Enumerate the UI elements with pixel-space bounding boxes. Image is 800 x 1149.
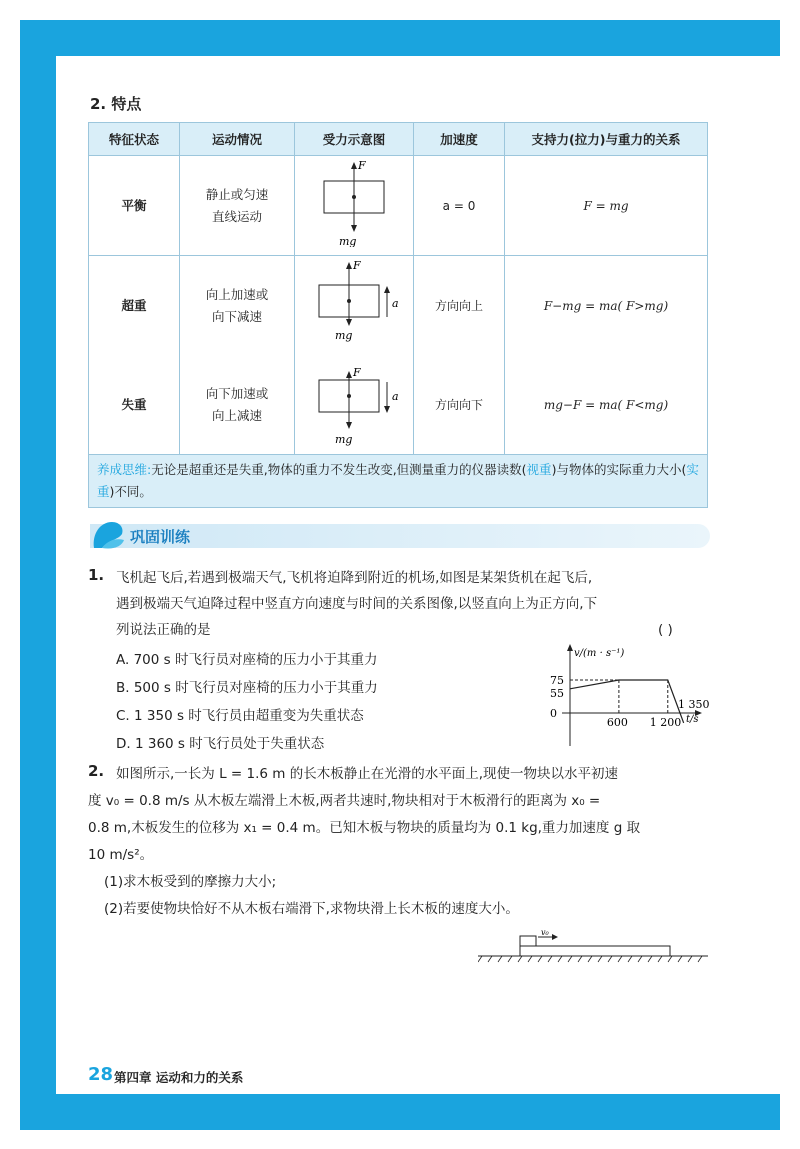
- page-frame-top: [20, 20, 780, 56]
- header-state: 特征状态: [89, 123, 180, 156]
- banner-title: 巩固训练: [130, 528, 191, 546]
- note-text: )不同。: [109, 484, 152, 499]
- motion-line: 向上加速或: [205, 286, 269, 302]
- velocity-time-chart: [540, 642, 710, 752]
- note-keyword: 实重: [97, 462, 699, 499]
- thinking-note: [89, 455, 708, 508]
- motion-line: 向下减速: [211, 308, 262, 324]
- force-label-F: F: [353, 259, 361, 272]
- x-tick-label: 1 350: [678, 698, 710, 711]
- force-label-mg: mg: [335, 433, 353, 446]
- table-note-row: [89, 455, 708, 508]
- motion-line: 向上减速: [211, 407, 262, 423]
- y-tick-label: 75: [550, 674, 564, 687]
- note-label: 养成思维:: [97, 462, 152, 477]
- table-row: [89, 256, 708, 356]
- note-keyword: 视重: [526, 462, 552, 477]
- accel-label-a: a: [392, 390, 399, 403]
- question-text: 度 v₀ = 0.8 m/s 从木板左端滑上木板,两者共速时,物块相对于木板滑行的距离为 x₀ =: [88, 793, 601, 809]
- force-label-F: F: [358, 159, 366, 172]
- force-diagram-cell: [295, 355, 414, 455]
- long-board: [520, 946, 670, 956]
- page-number: 28: [88, 1064, 114, 1085]
- force-diagram-overweight: [299, 257, 409, 347]
- acceleration-cell: 方向向上: [414, 256, 505, 356]
- motion-cell: [180, 355, 295, 455]
- motion-line: 直线运动: [211, 208, 262, 224]
- option-c: C. 1 350 s 时飞行员由超重变为失重状态: [116, 708, 364, 724]
- section-title: 2. 特点: [90, 95, 142, 113]
- y-axis-label: v/(m · s⁻¹): [574, 648, 625, 659]
- table-row: [89, 355, 708, 455]
- answer-paren: ( ): [658, 622, 673, 638]
- table-row: [89, 156, 708, 256]
- x-tick-label: 600: [606, 716, 628, 729]
- motion-cell: [180, 256, 295, 356]
- option-d: D. 1 360 s 时飞行员处于失重状态: [116, 736, 325, 752]
- question-text: 10 m/s²。: [88, 847, 154, 863]
- question-text: 如图所示,一长为 L = 1.6 m 的长木板静止在光滑的水平面上,现使一物块以水平初速: [116, 766, 618, 782]
- header-acceleration: 加速度: [414, 123, 505, 156]
- acceleration-cell: 方向向下: [414, 355, 505, 455]
- sub-question: (2)若要使物块恰好不从木板右端滑下,求物块滑上长木板的速度大小。: [104, 901, 519, 917]
- force-diagram-balance: [299, 157, 409, 247]
- option-b: B. 500 s 时飞行员对座椅的压力小于其重力: [116, 680, 378, 696]
- table-header-row: [89, 123, 708, 156]
- chapter-title: 第四章 运动和力的关系: [114, 1070, 244, 1085]
- force-label-F: F: [353, 366, 361, 379]
- state-cell: 超重: [89, 256, 180, 356]
- y-tick-label: 55: [550, 686, 564, 700]
- question-number: 2.: [88, 762, 105, 780]
- question-number: 1.: [88, 566, 105, 584]
- header-force-diagram: 受力示意图: [295, 123, 414, 156]
- features-table: [88, 122, 708, 508]
- y-axis-arrow: [567, 644, 573, 651]
- page-frame-left: [20, 20, 56, 1130]
- sub-question: (1)求木板受到的摩擦力大小;: [104, 874, 277, 890]
- accel-label-a: a: [392, 297, 399, 310]
- force-diagram-cell: [295, 156, 414, 256]
- note-text: )与物体的实际重力大小(: [551, 462, 687, 477]
- header-relation: 支持力(拉力)与重力的关系: [505, 123, 708, 156]
- header-motion: 运动情况: [180, 123, 295, 156]
- note-text: 无论是超重还是失重,物体的重力不发生改变,但测量重力的仪器读数(: [151, 462, 527, 477]
- relation-cell: F = mg: [505, 156, 708, 256]
- y-tick-label: 0: [550, 707, 557, 720]
- question-text: 列说法正确的是: [116, 622, 211, 638]
- velocity-label: v₀: [541, 928, 549, 937]
- question-text: 遇到极端天气迫降过程中竖直方向速度与时间的关系图像,以竖直向上为正方向,下: [116, 596, 598, 612]
- force-diagram-weightless: [299, 356, 409, 446]
- x-tick-label: 1 200: [649, 716, 682, 729]
- relation-cell: mg−F = ma( F<mg): [505, 355, 708, 455]
- relation-cell: F−mg = ma( F>mg): [505, 256, 708, 356]
- block: [520, 936, 536, 946]
- practice-banner: [90, 524, 710, 548]
- force-label-mg: mg: [335, 329, 353, 342]
- motion-line: 向下加速或: [205, 385, 269, 401]
- force-diagram-cell: [295, 256, 414, 356]
- x-axis-label: t/s: [686, 714, 699, 725]
- motion-cell: [180, 156, 295, 256]
- ginkgo-leaf-icon: [90, 518, 126, 552]
- state-cell: 平衡: [89, 156, 180, 256]
- state-cell: 失重: [89, 355, 180, 455]
- board-block-figure: [478, 928, 708, 968]
- force-label-mg: mg: [339, 235, 357, 247]
- question-text: 0.8 m,木板发生的位移为 x₁ = 0.4 m。已知木板与物块的质量均为 0.1 kg,重力加速度 g 取: [88, 820, 641, 836]
- page-frame-bottom: [20, 1094, 780, 1130]
- acceleration-cell: a = 0: [414, 156, 505, 256]
- motion-line: 静止或匀速: [205, 186, 269, 202]
- question-text: 飞机起飞后,若遇到极端天气,飞机将迫降到附近的机场,如图是某架货机在起飞后,: [116, 570, 593, 586]
- option-a: A. 700 s 时飞行员对座椅的压力小于其重力: [116, 652, 378, 668]
